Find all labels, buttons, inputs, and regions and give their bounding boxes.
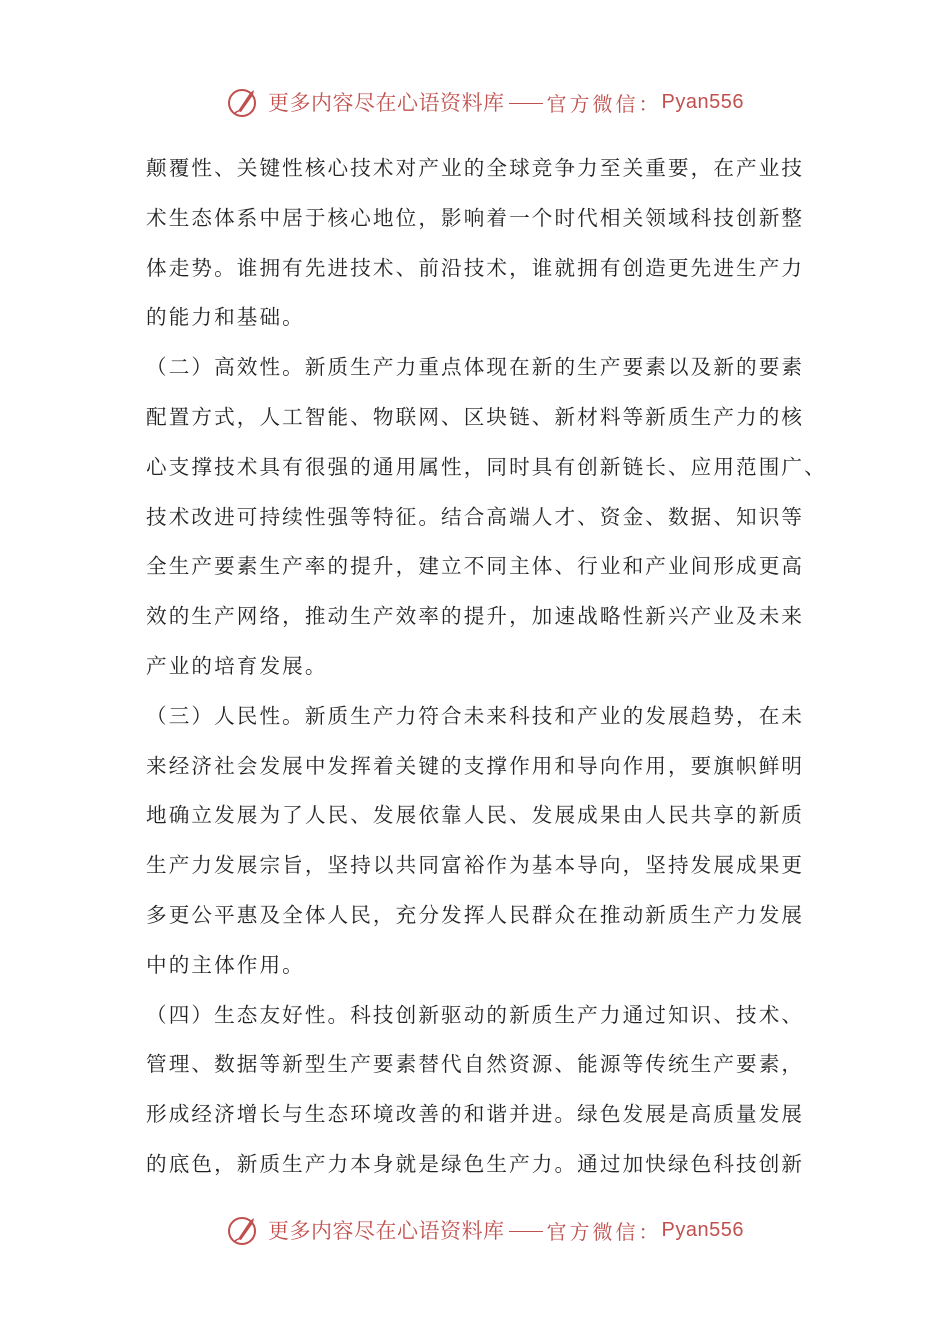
banner-site-text: 更多内容尽在心语资料库 bbox=[268, 91, 505, 115]
banner-site-text: 更多内容尽在心语资料库 bbox=[268, 1219, 505, 1243]
banner-wechat-id: Pyan556 bbox=[661, 1218, 744, 1241]
text-line: 全生产要素生产率的提升，建立不同主体、行业和产业间形成更高 bbox=[146, 554, 805, 579]
banner-dash-separator bbox=[509, 1231, 543, 1232]
quill-pen-logo-icon bbox=[226, 1212, 262, 1248]
text-line: 地确立发展为了人民、发展依靠人民、发展成果由人民共享的新质 bbox=[146, 803, 805, 828]
banner-official-label: 官方微信： bbox=[546, 91, 662, 116]
banner-wechat-id: Pyan556 bbox=[661, 90, 744, 113]
text-line: 术生态体系中居于核心地位，影响着一个时代相关领域科技创新整 bbox=[146, 205, 805, 230]
text-line: 的能力和基础。 bbox=[146, 305, 305, 330]
text-line: 管理、数据等新型生产要素替代自然资源、能源等传统生产要素， bbox=[146, 1052, 805, 1077]
text-line: 效的生产网络，推动生产效率的提升，加速战略性新兴产业及未来 bbox=[146, 604, 805, 629]
text-line: （四）生态友好性。科技创新驱动的新质生产力通过知识、技术、 bbox=[146, 1002, 805, 1027]
text-line: 的底色，新质生产力本身就是绿色生产力。通过加快绿色科技创新 bbox=[146, 1151, 805, 1176]
text-line: 心支撑技术具有很强的通用属性，同时具有创新链长、应用范围广、 bbox=[146, 454, 827, 479]
banner-dash-separator bbox=[509, 103, 543, 104]
header-banner bbox=[226, 82, 744, 122]
text-line: 形成经济增长与生态环境改善的和谐并进。绿色发展是高质量发展 bbox=[146, 1102, 805, 1127]
text-line: 产业的培育发展。 bbox=[146, 653, 328, 678]
text-line: 配置方式，人工智能、物联网、区块链、新材料等新质生产力的核 bbox=[146, 404, 805, 429]
text-line: 多更公平惠及全体人民，充分发挥人民群众在推动新质生产力发展 bbox=[146, 902, 805, 927]
text-line: 生产力发展宗旨，坚持以共同富裕作为基本导向，坚持发展成果更 bbox=[146, 853, 805, 878]
text-line: （三）人民性。新质生产力符合未来科技和产业的发展趋势，在未 bbox=[146, 703, 805, 728]
text-line: 颠覆性、关键性核心技术对产业的全球竞争力至关重要，在产业技 bbox=[146, 156, 805, 180]
text-line: 技术改进可持续性强等特征。结合高端人才、资金、数据、知识等 bbox=[146, 504, 805, 529]
banner-official-label: 官方微信： bbox=[546, 1219, 662, 1244]
text-line: 来经济社会发展中发挥着关键的支撑作用和导向作用，要旗帜鲜明 bbox=[146, 753, 805, 778]
text-line: 体走势。谁拥有先进技术、前沿技术，谁就拥有创造更先进生产力 bbox=[146, 255, 805, 280]
document-body bbox=[146, 144, 836, 1190]
text-line: 中的主体作用。 bbox=[146, 952, 305, 977]
text-line: （二）高效性。新质生产力重点体现在新的生产要素以及新的要素 bbox=[146, 355, 805, 380]
footer-banner bbox=[226, 1210, 744, 1250]
quill-pen-logo-icon bbox=[226, 84, 262, 120]
